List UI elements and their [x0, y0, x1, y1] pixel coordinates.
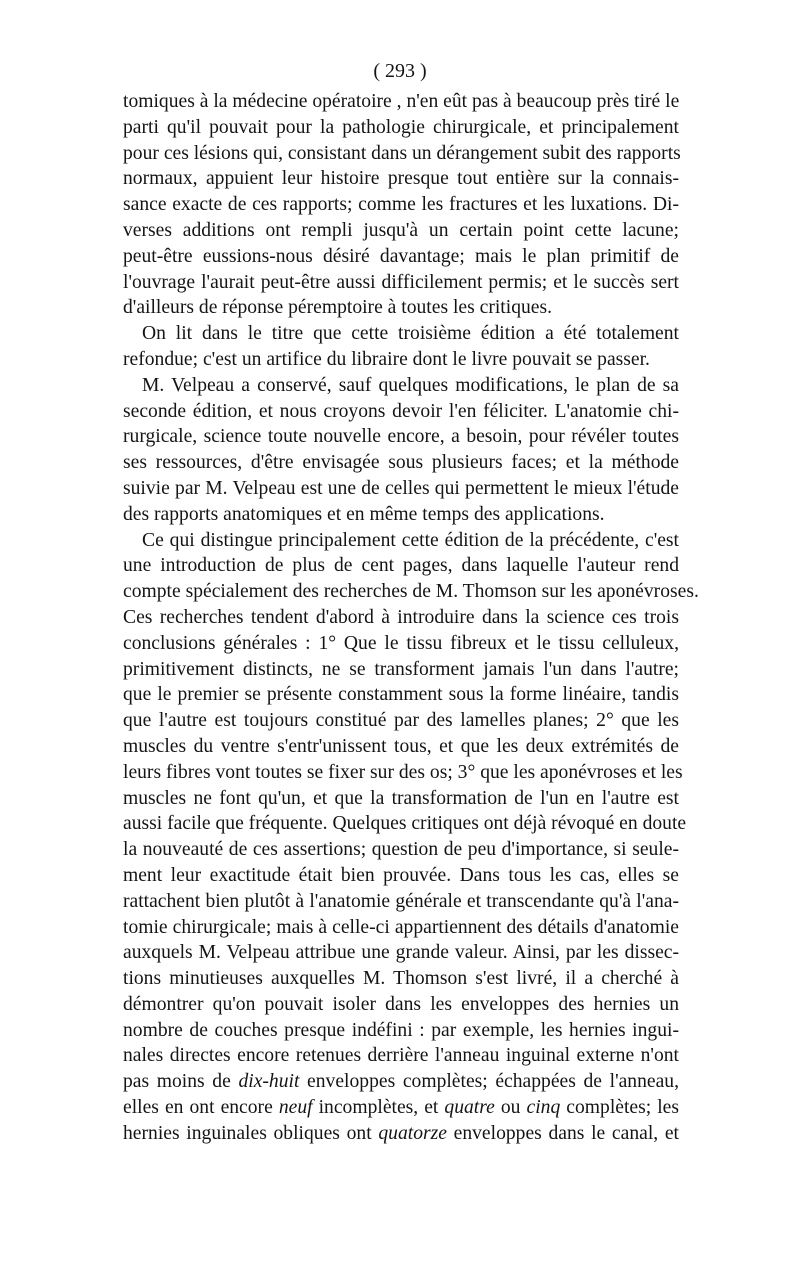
text-line: normaux, appuient leur histoire presque tout entière sur la connais-: [123, 168, 679, 190]
text-line: démontrer qu'on pouvait isoler dans les enveloppes des hernies un: [123, 993, 679, 1015]
text-line: nales directes encore retenues derrière l'anneau inguinal externe n'ont: [123, 1045, 679, 1067]
text-line: muscles du ventre s'entr'unissent tous, et que les deux extrémités de: [123, 735, 679, 757]
text-line: tions minutieuses auxquelles M. Thomson s'est livré, il a cherché à: [123, 968, 679, 990]
text-line: muscles ne font qu'un, et que la transformation de l'un en l'autre est: [123, 787, 679, 809]
text-line: hernies inguinales obliques ont quatorze enveloppes dans le canal, et: [123, 1122, 679, 1144]
text-line: suivie par M. Velpeau est une de celles qui permettent le mieux l'étude: [123, 477, 679, 499]
text-line: l'ouvrage l'aurait peut-être aussi difficilement permis; et le succès sert: [123, 271, 679, 293]
text-line: On lit dans le titre que cette troisième édition a été totalement: [142, 323, 679, 345]
text-line: d'ailleurs de réponse péremptoire à toutes les critiques.: [123, 297, 553, 319]
text-line: M. Velpeau a conservé, sauf quelques modifications, le plan de sa: [142, 374, 679, 396]
text-line: auxquels M. Velpeau attribue une grande valeur. Ainsi, par les dissec-: [123, 942, 679, 964]
text-line: seconde édition, et nous croyons devoir l'en féliciter. L'anatomie chi-: [123, 400, 679, 422]
text-line: la nouveauté de ces assertions; question de peu d'importance, si seule-: [123, 839, 679, 861]
text-line: primitivement distincts, ne se transforment jamais l'un dans l'autre;: [123, 658, 679, 680]
text-line: ses ressources, d'être envisagée sous plusieurs faces; et la méthode: [123, 452, 679, 474]
text-line: conclusions générales : 1° Que le tissu fibreux et le tissu celluleux,: [123, 632, 679, 654]
text-line: verses additions ont rempli jusqu'à un certain point cette lacune;: [123, 219, 679, 241]
text-line: tomiques à la médecine opératoire , n'en eût pas à beaucoup près tiré le: [123, 91, 680, 112]
text-line: sance exacte de ces rapports; comme les fractures et les luxations. Di-: [123, 194, 679, 216]
text-line: compte spécialement des recherches de M. Thomson sur les aponévroses.: [123, 581, 699, 603]
text-line: refondue; c'est un artifice du libraire dont le livre pouvait se passer.: [123, 348, 650, 370]
body-text: [123, 89, 699, 1147]
text-line: peut-être eussions-nous désiré davantage; mais le plan primitif de: [123, 245, 679, 267]
text-line: que l'autre est toujours constitué par des lamelles planes; 2° que les: [123, 710, 679, 732]
text-line: aussi facile que fréquente. Quelques critiques ont déjà révoqué en doute: [123, 813, 687, 835]
text-line: une introduction de plus de cent pages, dans laquelle l'auteur rend: [123, 555, 679, 577]
page-number: ( 293 ): [373, 60, 427, 82]
text-line: Ce qui distingue principalement cette édition de la précédente, c'est: [142, 529, 679, 551]
text-line: ment leur exactitude était bien prouvée. Dans tous les cas, elles se: [123, 864, 679, 886]
text-line: Ces recherches tendent d'abord à introduire dans la science ces trois: [123, 606, 679, 628]
text-line: parti qu'il pouvait pour la pathologie chirurgicale, et principalement: [123, 116, 679, 138]
text-line: pour ces lésions qui, consistant dans un dérangement subit des rapports: [123, 142, 681, 164]
text-line: rurgicale, science toute nouvelle encore, a besoin, pour révéler toutes: [123, 426, 679, 448]
text-line: elles en ont encore neuf incomplètes, et quatre ou cinq complètes; les: [123, 1097, 679, 1119]
text-line: tomie chirurgicale; mais à celle-ci appartiennent des détails d'anatomie: [123, 916, 679, 938]
text-line: leurs fibres vont toutes se fixer sur des os; 3° que les aponévroses et les: [123, 761, 683, 783]
text-line: nombre de couches presque indéfini : par exemple, les hernies ingui-: [123, 1019, 679, 1041]
text-line: que le premier se présente constamment sous la forme linéaire, tandis: [123, 684, 679, 706]
text-line: des rapports anatomiques et en même temps des applications.: [123, 503, 605, 525]
text-line: rattachent bien plutôt à l'anatomie générale et transcendante qu'à l'ana-: [123, 890, 679, 912]
text-line: pas moins de dix-huit enveloppes complètes; échappées de l'anneau,: [123, 1071, 679, 1093]
